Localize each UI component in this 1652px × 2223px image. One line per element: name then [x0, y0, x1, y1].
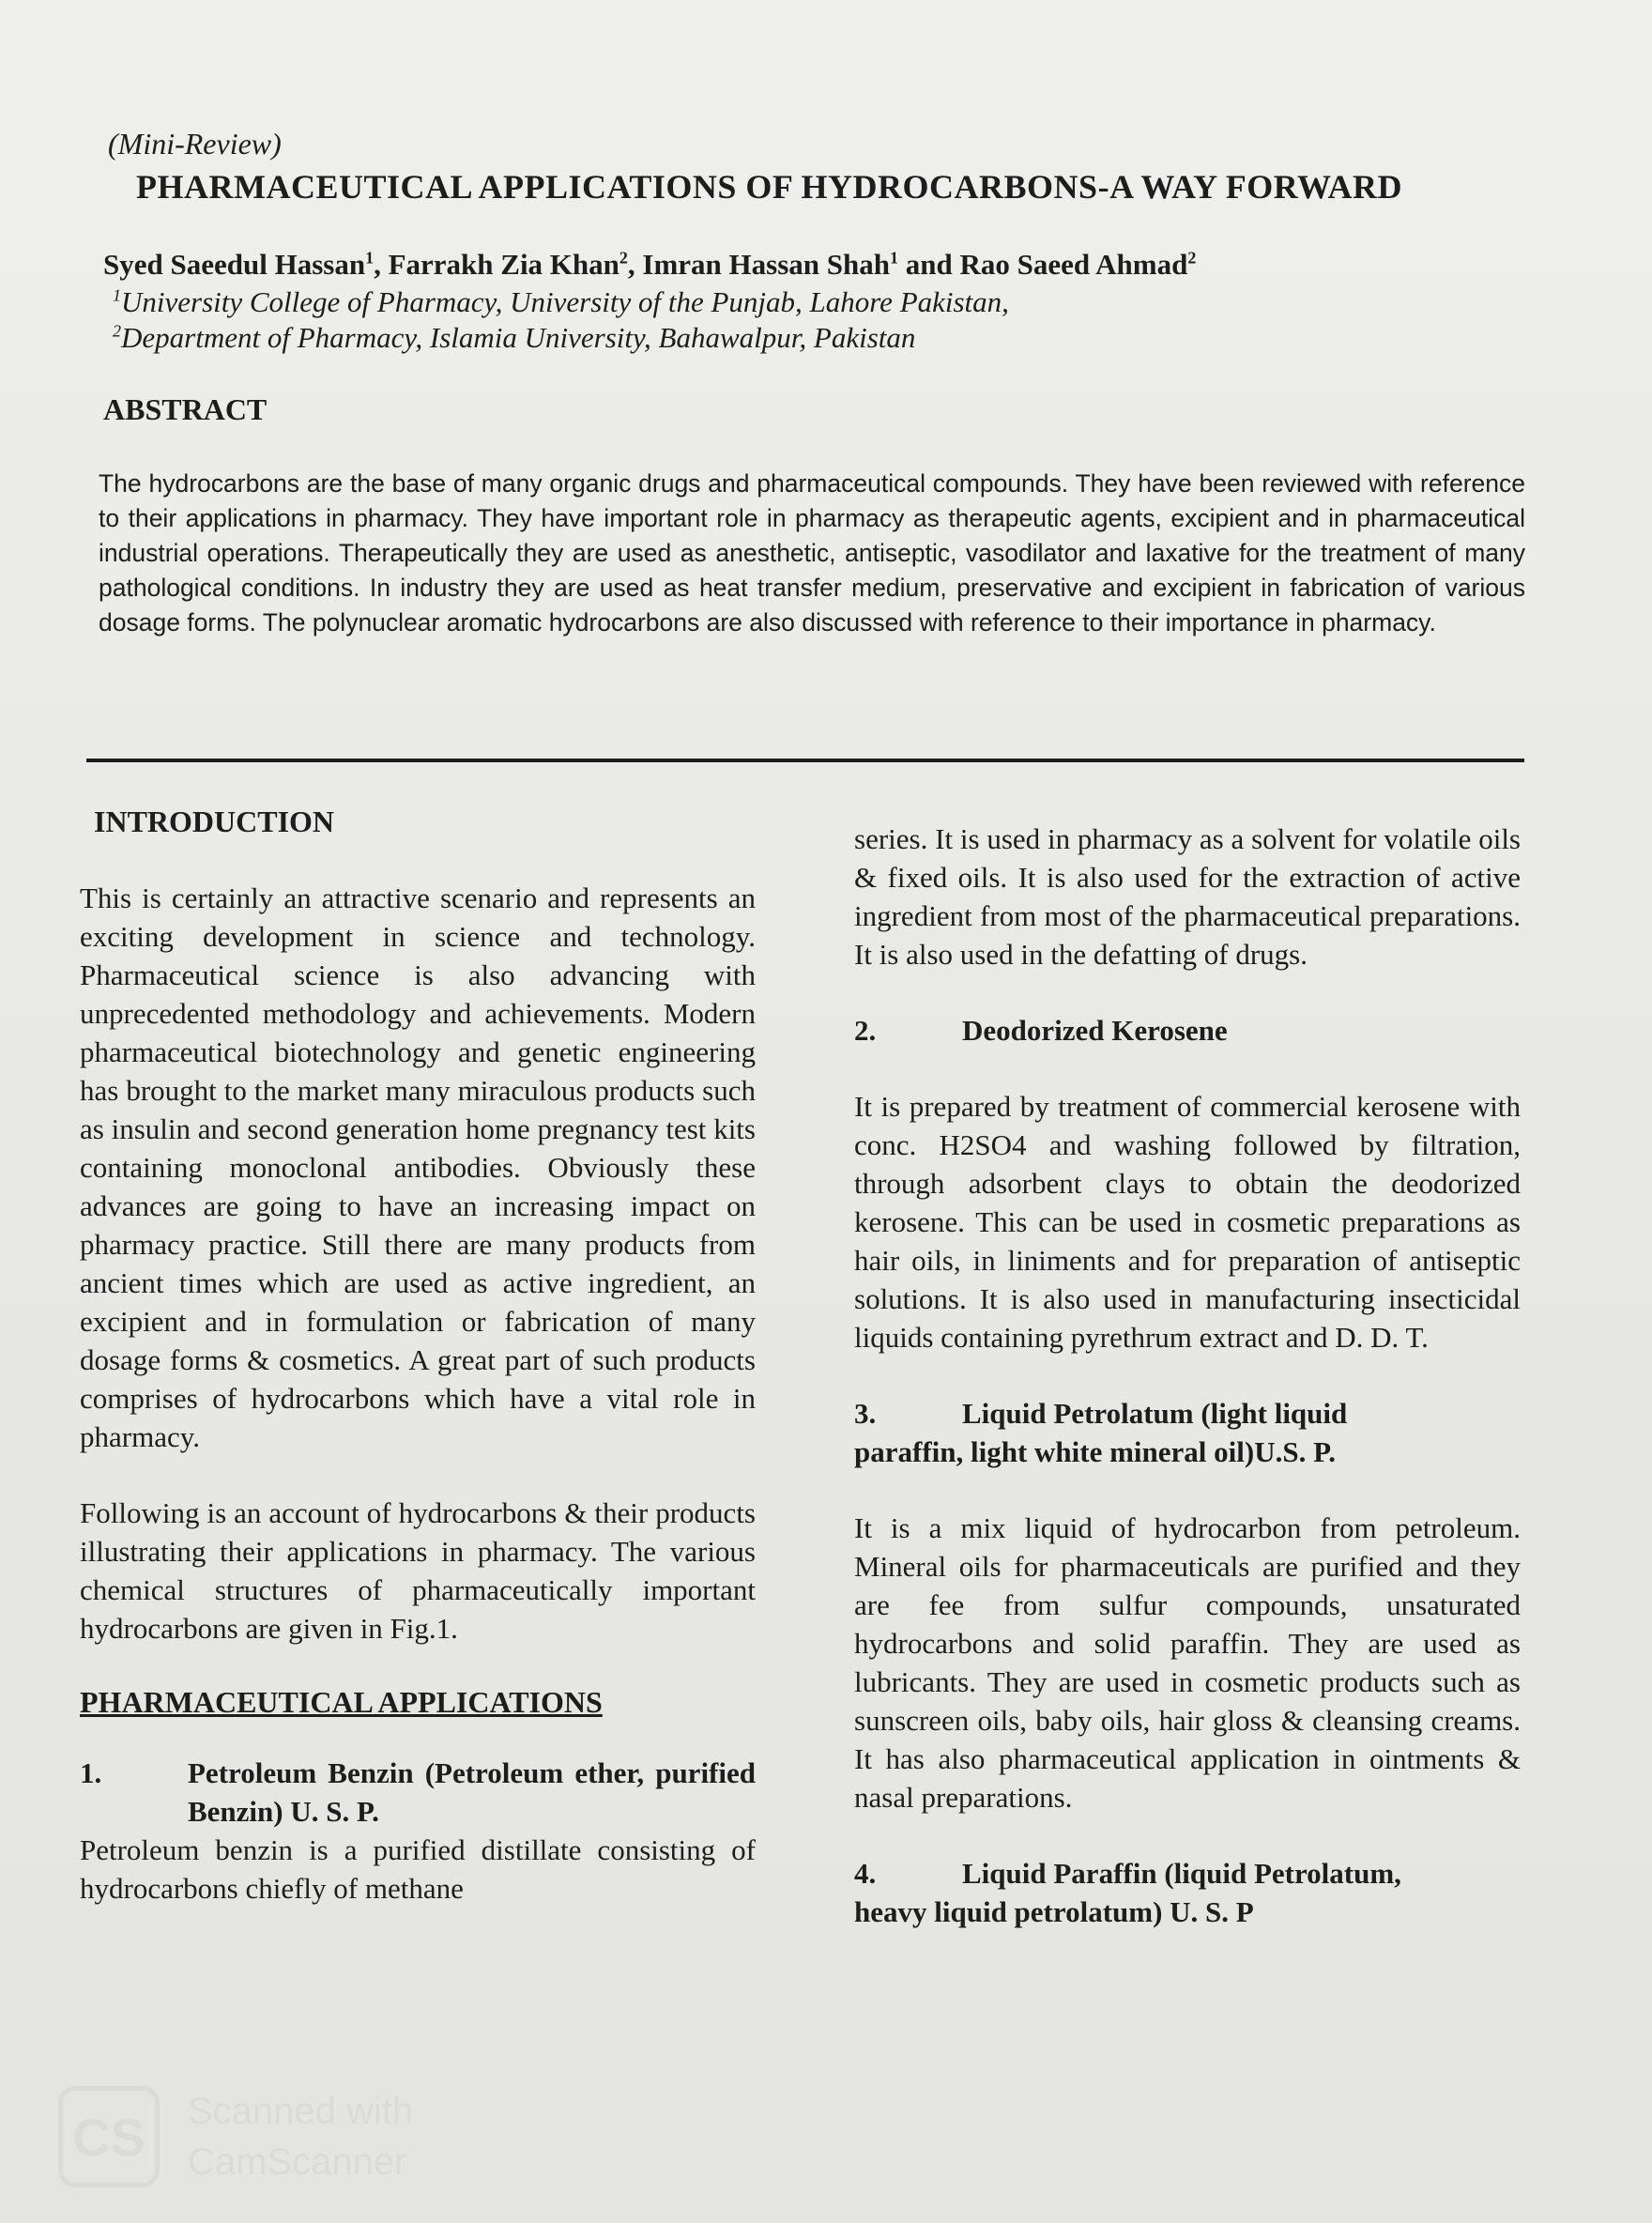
- watermark-text: [188, 2086, 413, 2187]
- body-paragraph: It is a mix liquid of hydrocarbon from petroleum. Mineral oils for pharmaceuticals are purified and they are fee from sulfur compounds, unsaturated hydrocarbons and solid paraffin. They are used as lubricants. They are used in cosmetic products such as sunscreen oils, baby oils, hair gloss & cleansing creams. It has also pharmaceutical application in ointments & nasal preparations.: [854, 1511, 1521, 1814]
- subsection-heading: [854, 1854, 1521, 1893]
- affiliation-text: University College of Pharmacy, University of the Punjab, Lahore Pakistan,: [121, 285, 1009, 318]
- camscanner-logo-icon: CS: [58, 2086, 160, 2187]
- scanner-watermark: [58, 2086, 413, 2187]
- subsection-number: 3.: [854, 1397, 877, 1430]
- subsection-title-line: [854, 1433, 1521, 1471]
- article-title: PHARMACEUTICAL APPLICATIONS OF HYDROCARBONS-A WAY FORWARD: [136, 168, 1403, 206]
- article-type: (Mini-Review): [108, 127, 282, 161]
- author-affil-mark: 2: [619, 248, 628, 268]
- author-name: Imran Hassan Shah: [642, 248, 890, 281]
- introduction-heading: INTRODUCTION: [94, 805, 335, 838]
- left-column: [80, 803, 756, 1908]
- subsection-number: 2.: [854, 1014, 877, 1047]
- affiliation-mark: 2: [113, 321, 121, 341]
- article-header: [99, 127, 1525, 640]
- author-list: [103, 248, 1525, 282]
- watermark-line: Scanned with: [188, 2091, 414, 2132]
- subsection-title-line: [854, 1893, 1521, 1931]
- subsection-title: heavy liquid petrolatum) U. S. P: [854, 1895, 1254, 1928]
- subsection-title: paraffin, light white mineral oil)U.S. P.: [854, 1435, 1336, 1468]
- introduction-paragraph: This is certainly an attractive scenario and represents an exciting development in science and technology. Pharmaceutical science is also advancing with unprecedented methodology and achievements. Modern pharmaceutical biotechnology and genetic engineering has brought to the market many miraculous products such as insulin and second generation home pregnancy test kits containing monoclonal antibodies. Obviously these advances are going to have an increasing impact on pharmacy practice. Still there are many products from ancient times which are used as active ingredient, an excipient and in formulation or fabrication of many dosage forms & cosmetics. A great part of such products comprises of hydrocarbons which have a vital role in pharmacy.: [80, 882, 756, 1453]
- subsection-title: Liquid Petrolatum (light liquid: [962, 1397, 1348, 1430]
- affiliation: [113, 321, 1525, 355]
- author-separator: ,: [627, 248, 643, 281]
- introduction-paragraph: Following is an account of hydrocarbons & their products illustrating their applications in pharmacy. The various chemical structures of pharmaceutically important hydrocarbons are given in Fig.1.: [80, 1496, 756, 1645]
- author-name: Rao Saeed Ahmad: [959, 248, 1188, 281]
- subsection-title: Deodorized Kerosene: [962, 1014, 1228, 1047]
- right-column: [854, 820, 1521, 1931]
- watermark-line: CamScanner: [188, 2141, 407, 2183]
- author-name: Farrakh Zia Khan: [388, 248, 620, 281]
- author-name: Syed Saeedul Hassan: [103, 248, 366, 281]
- body-paragraph: It is prepared by treatment of commercial kerosene with conc. H2SO4 and washing followed by filtration, through adsorbent clays to obtain the deodorized kerosene. This can be used in cosmetic preparations as hair oils, in liniments and for preparation of antiseptic solutions. It is also used in manufacturing insecticidal liquids containing pyrethrum extract and D. D. T.: [854, 1090, 1521, 1354]
- affiliation: [113, 285, 1525, 319]
- author-separator: and: [898, 248, 960, 281]
- author-affil-mark: 1: [365, 248, 375, 268]
- abstract-text: The hydrocarbons are the base of many organic drugs and pharmaceutical compounds. They have been reviewed with reference to their applications in pharmacy. They have important role in pharmacy as therapeutic agents, excipient and in pharmaceutical industrial operations. Therapeutically they are used as anesthetic, antiseptic, vasodilator and laxative for the treatment of many pathological conditions. In industry they are used as heat transfer medium, preservative and excipient in fabrication of various dosage forms. The polynuclear aromatic hydrocarbons are also discussed with reference to their importance in pharmacy.: [99, 469, 1525, 636]
- author-affil-mark: 1: [890, 248, 898, 268]
- body-paragraph: Petroleum benzin is a purified distillate consisting of hydrocarbons chiefly of methane: [80, 1833, 756, 1905]
- subsection-title: Liquid Paraffin (liquid Petrolatum,: [962, 1857, 1401, 1890]
- author-separator: ,: [374, 248, 389, 281]
- applications-heading: PHARMACEUTICAL APPLICATIONS: [80, 1685, 603, 1719]
- subsection-heading: [854, 1011, 1521, 1050]
- subsection-heading: [854, 1394, 1521, 1433]
- subsection-number: 4.: [854, 1857, 877, 1890]
- body-paragraph: series. It is used in pharmacy as a solvent for volatile oils & fixed oils. It is also used for the extraction of active ingredient from most of the pharmaceutical preparations. It is also used in the defatting of drugs.: [854, 822, 1521, 971]
- affiliation-text: Department of Pharmacy, Islamia University, Bahawalpur, Pakistan: [121, 321, 916, 354]
- abstract-heading: ABSTRACT: [103, 392, 268, 426]
- subsection-heading: [80, 1754, 756, 1831]
- subsection-title: Petroleum Benzin (Petroleum ether, purified Benzin) U. S. P.: [188, 1756, 756, 1828]
- section-divider: [86, 759, 1524, 762]
- subsection-number: 1.: [80, 1756, 102, 1789]
- affiliation-mark: 1: [113, 285, 121, 305]
- author-affil-mark: 2: [1187, 248, 1197, 268]
